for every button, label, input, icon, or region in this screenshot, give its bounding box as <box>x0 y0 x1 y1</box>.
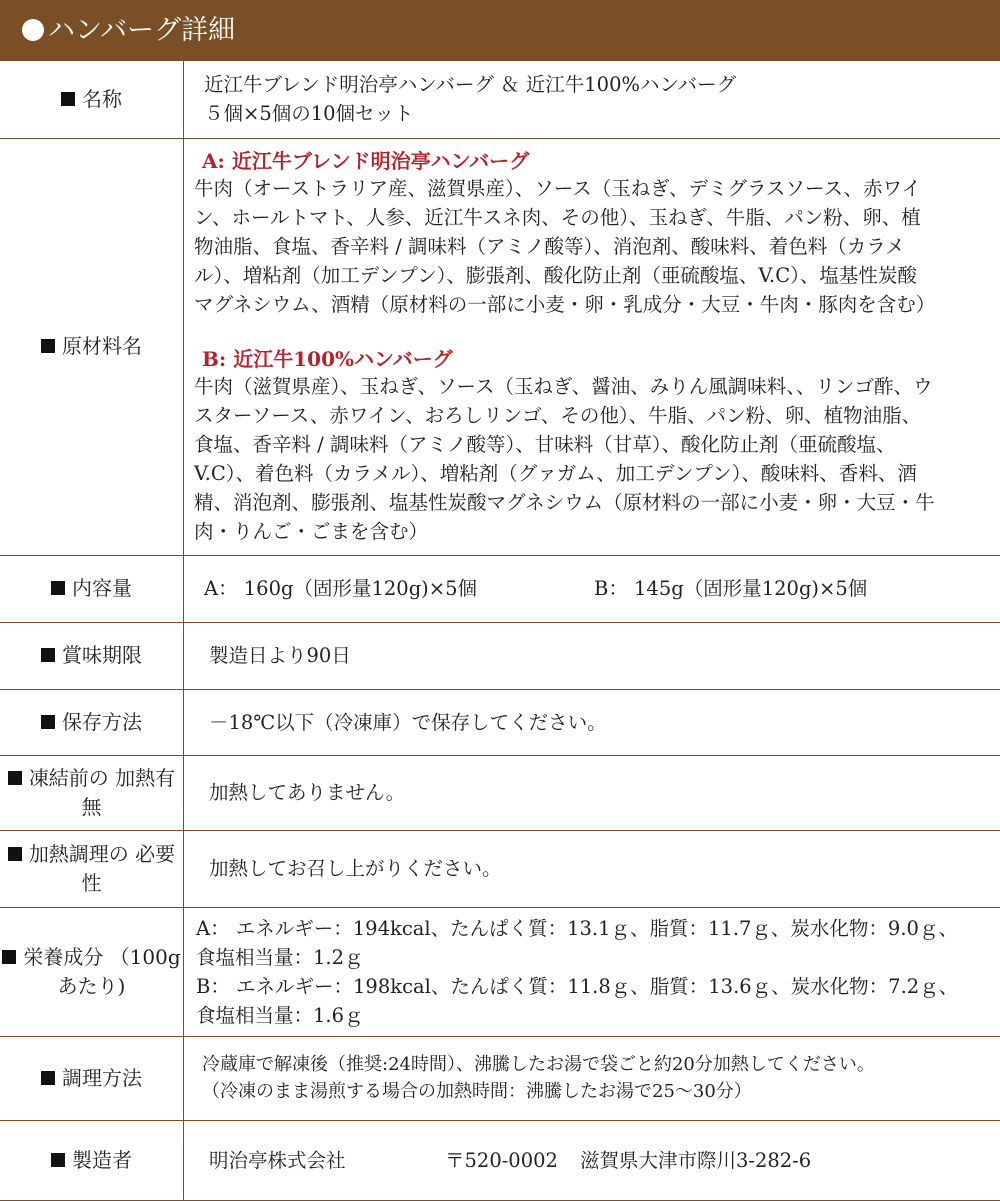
section-header <box>0 0 1000 61</box>
label-nutrition: 栄養成分 （100gあたり) <box>0 907 184 1036</box>
value-storage: －18℃以下（冷凍庫）で保存してください。 <box>184 689 1000 755</box>
square-bullet-icon <box>41 339 55 353</box>
bullet-circle-icon <box>22 19 44 41</box>
square-bullet-icon <box>51 581 65 595</box>
value-content: A： 160g（固形量120g)×5個 B： 145g（固形量120g)×5個 <box>184 555 1000 622</box>
value-cook-needed: 加熱してお召し上がりください。 <box>184 830 1000 907</box>
value-method: 冷蔵庫で解凍後（推奨:24時間）、沸騰したお湯で袋ごと約20分加熱してください。 （冷凍のまま湯煎する場合の加熱時間：沸騰したお湯で25〜30分） <box>184 1036 1000 1120</box>
value-ingredients <box>184 138 1000 555</box>
row-preheat <box>0 755 1000 830</box>
ingredients-a-text: 牛肉（オーストラリア産、滋賀県産）、ソース（玉ねぎ、デミグラスソース、赤ワイ ン、ホールトマト、人参、近江牛スネ肉、その他）、玉ねぎ、牛脂、パン粉、卵、植 物油脂、食塩、香辛料 / 調味料（アミノ酸等）、消泡剤、酸味料、着色料（カラメ ル）、増粘剤（加工デンプン）、膨張剤、酸化防止剤（亜硫酸塩、V.C）、塩基性炭酸 マグネシウム、酒精（原材料の一部に小麦・卵・乳成分・大豆・牛肉・豚肉を含む） <box>194 174 1000 319</box>
value-maker <box>184 1120 1000 1200</box>
label-method: 調理方法 <box>0 1036 184 1120</box>
label-name: 名称 <box>0 61 184 138</box>
ingredients-b-text: 牛肉（滋賀県産）、玉ねぎ、ソース（玉ねぎ、醤油、みりん風調味料、、リンゴ酢、ウ スターソース、赤ワイン、おろしリンゴ、その他）、牛脂、パン粉、卵、植物油脂、 食塩、香辛料 / 調味料（アミノ酸等）、甘味料（甘草）、酸化防止剤（亜硫酸塩、 V.C）、着色料（カラメル）、増粘剤（グァガム、加工デンプン）、酸味料、香料、酒 精、消泡剤、膨張剤、塩基性炭酸マグネシウム（原材料の一部に小麦・卵・大豆・牛 肉・りんご・ごまを含む） <box>194 372 1000 546</box>
square-bullet-icon <box>2 950 16 964</box>
square-bullet-icon <box>41 1071 55 1085</box>
label-maker: 製造者 <box>0 1120 184 1200</box>
ingredients-a-title: A: 近江牛ブレンド明治亭ハンバーグ <box>202 147 1000 176</box>
value-nutrition: A： エネルギー：194kcal、たんぱく質：13.1ｇ、脂質：11.7ｇ、炭水化物：9.0ｇ、 食塩相当量：1.2ｇ B： エネルギー：198kcal、たんぱく質：11.8ｇ、脂質：13.6ｇ、炭水化物：7.2ｇ、 食塩相当量：1.6ｇ <box>184 907 1000 1036</box>
label-cook-needed: 加熱調理の 必要性 <box>0 830 184 907</box>
value-name: 近江牛ブレンド明治亭ハンバーグ ＆ 近江牛100%ハンバーグ ５個×5個の10個セット <box>184 61 1000 138</box>
product-details-table <box>0 61 1000 1201</box>
row-nutrition <box>0 907 1000 1036</box>
row-maker <box>0 1120 1000 1200</box>
section-title: ハンバーグ詳細 <box>48 15 235 46</box>
label-storage: 保存方法 <box>0 689 184 755</box>
row-storage <box>0 689 1000 755</box>
square-bullet-icon <box>8 771 22 785</box>
square-bullet-icon <box>41 715 55 729</box>
row-name <box>0 61 1000 138</box>
ingredients-b-title: B: 近江牛100%ハンバーグ <box>202 345 1000 374</box>
label-preheat: 凍結前の 加熱有無 <box>0 755 184 830</box>
square-bullet-icon <box>8 847 22 861</box>
square-bullet-icon <box>41 648 55 662</box>
row-cook-needed <box>0 830 1000 907</box>
label-ingredients: 原材料名 <box>0 138 184 555</box>
row-method <box>0 1036 1000 1120</box>
label-content: 内容量 <box>0 555 184 622</box>
row-expiry <box>0 622 1000 689</box>
row-ingredients <box>0 138 1000 555</box>
label-expiry: 賞味期限 <box>0 622 184 689</box>
maker-company: 明治亭株式会社 <box>209 1146 445 1175</box>
maker-address: 滋賀県大津市際川3-282-6 <box>580 1146 811 1175</box>
value-preheat: 加熱してありません。 <box>184 755 1000 830</box>
square-bullet-icon <box>61 92 75 106</box>
square-bullet-icon <box>51 1153 65 1167</box>
value-expiry: 製造日より90日 <box>184 622 1000 689</box>
maker-postal: 〒520-0002 <box>445 1146 580 1175</box>
row-content <box>0 555 1000 622</box>
